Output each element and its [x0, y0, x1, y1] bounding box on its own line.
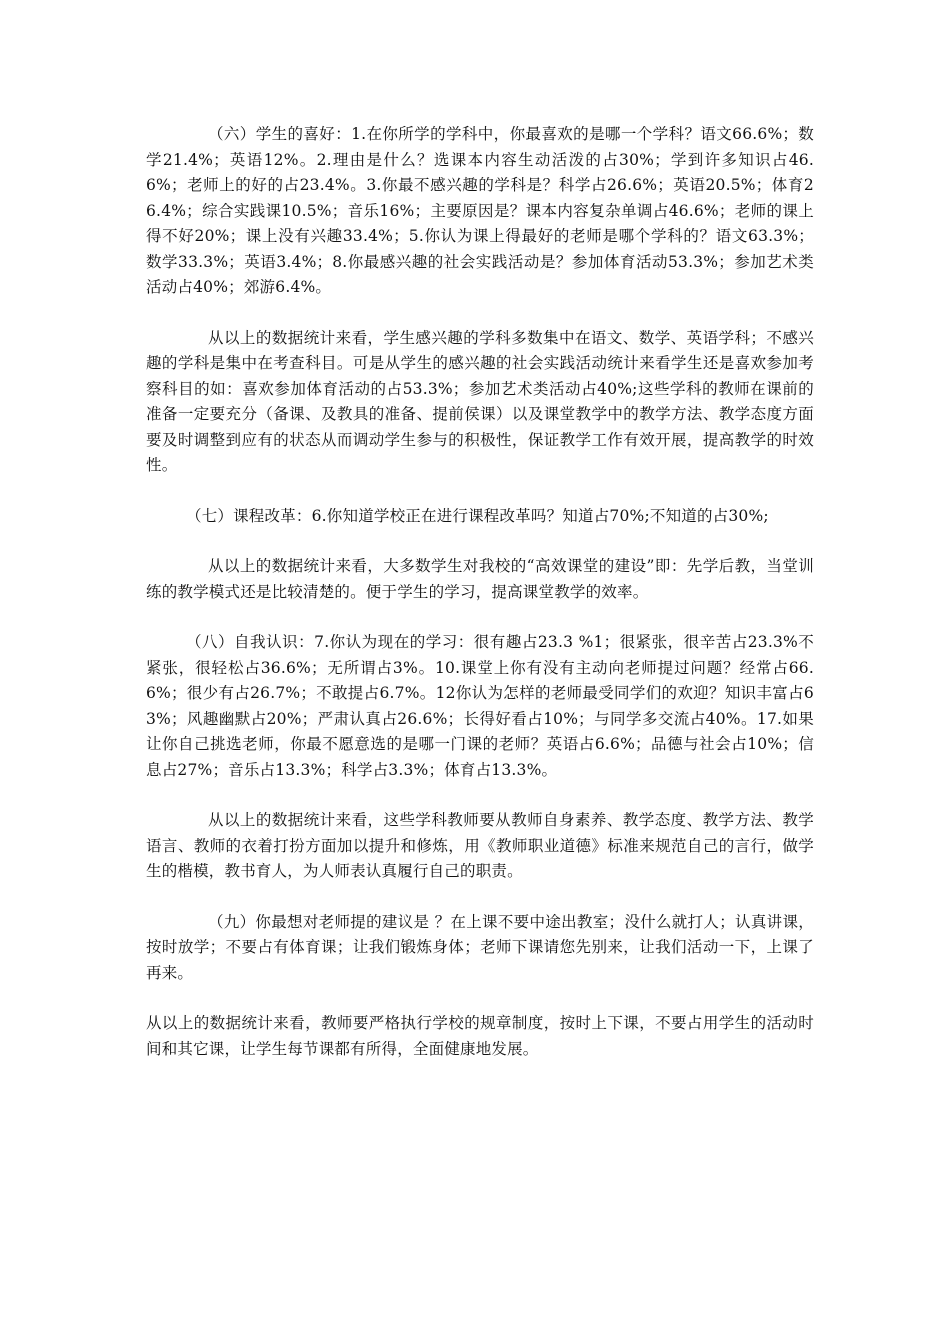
paragraph-spacer [146, 529, 814, 554]
paragraph-spacer [146, 605, 814, 630]
section-six-student-preferences: （六）学生的喜好：1.在你所学的学科中，你最喜欢的是哪一个学科？语文66.6%；数学21.4%；英语12%。2.理由是什么？选课本内容生动活泼的占30%；学到许多知识占46.6%；老师上的好的占23.4%。3.你最不感兴趣的学科是？科学占26.6%；英语20.5%；体育26.4%；综合实践课10.5%；音乐16%；主要原因是？课本内容复杂单调占46.6%；老师的课上得不好20%；课上没有兴趣33.4%；5.你认为课上得最好的老师是哪个学科的？语文63.3%；数学33.3%；英语3.4%；8.你最感兴趣的社会实践活动是？参加体育活动53.3%；参加艺术类活动占40%；郊游6.4%。 [146, 125, 814, 296]
paragraph-spacer [146, 479, 814, 504]
section-eight-self-awareness: （八）自我认识：7.你认为现在的学习：很有趣占23.3 %1；很紧张，很辛苦占23.3%不紧张，很轻松占36.6%；无所谓占3%。10.课堂上你有没有主动向老师提过问题？经常占66.6%；很少有占26.7%；不敢提占6.7%。12你认为怎样的老师最受同学们的欢迎？知识丰富占63%；风趣幽默占20%；严肃认真占26.6%；长得好看占10%；与同学多交流占40%。17.如果让你自己挑选老师，你最不愿意选的是哪一门课的老师？英语占6.6%；品德与社会占10%；信息占27%；音乐占13.3%；科学占3.3%；体育占13.3%。 [146, 633, 814, 779]
document-page [146, 122, 814, 1062]
analysis-preferences: 从以上的数据统计来看，学生感兴趣的学科多数集中在语文、数学、英语学科；不感兴趣的学科是集中在考查科目。可是从学生的感兴趣的社会实践活动统计来看学生还是喜欢参加考察科目的如：喜欢参加体育活动的占53.3%；参加艺术类活动占40%;这些学科的教师在课前的准备一定要充分（备课、及教具的准备、提前侯课）以及课堂教学中的教学方法、教学态度方面要及时调整到应有的状态从而调动学生参与的积极性，保证教学工作有效开展，提高教学的时效性。 [146, 328, 814, 474]
section-nine-suggestions: （九）你最想对老师提的建议是 ？在上课不要中途出教室；没什么就打人；认真讲课，按时放学；不要占有体育课；让我们锻炼身体；老师下课请您先别来，让我们活动一下，上课了再来。 [146, 912, 814, 982]
paragraph-spacer [146, 301, 814, 326]
analysis-curriculum-reform: 从以上的数据统计来看，大多数学生对我校的“高效课堂的建设”即：先学后教，当堂训练的教学模式还是比较清楚的。便于学生的学习，提高课堂教学的效率。 [146, 557, 814, 601]
paragraph-spacer [146, 783, 814, 808]
paragraph-spacer [146, 986, 814, 1011]
analysis-self-awareness: 从以上的数据统计来看，这些学科教师要从教师自身素养、教学态度、教学方法、教学语言、教师的衣着打扮方面加以提升和修炼，用《教师职业道德》标准来规范自己的言行，做学生的楷模，教书育人，为人师表认真履行自己的职责。 [146, 811, 814, 880]
section-seven-curriculum-reform: （七）课程改革：6.你知道学校正在进行课程改革吗？知道占70%;不知道的占30%; [186, 506, 769, 525]
analysis-suggestions: 从以上的数据统计来看，教师要严格执行学校的规章制度，按时上下课，不要占用学生的活动时间和其它课，让学生每节课都有所得，全面健康地发展。 [146, 1014, 814, 1058]
paragraph-spacer [146, 885, 814, 910]
